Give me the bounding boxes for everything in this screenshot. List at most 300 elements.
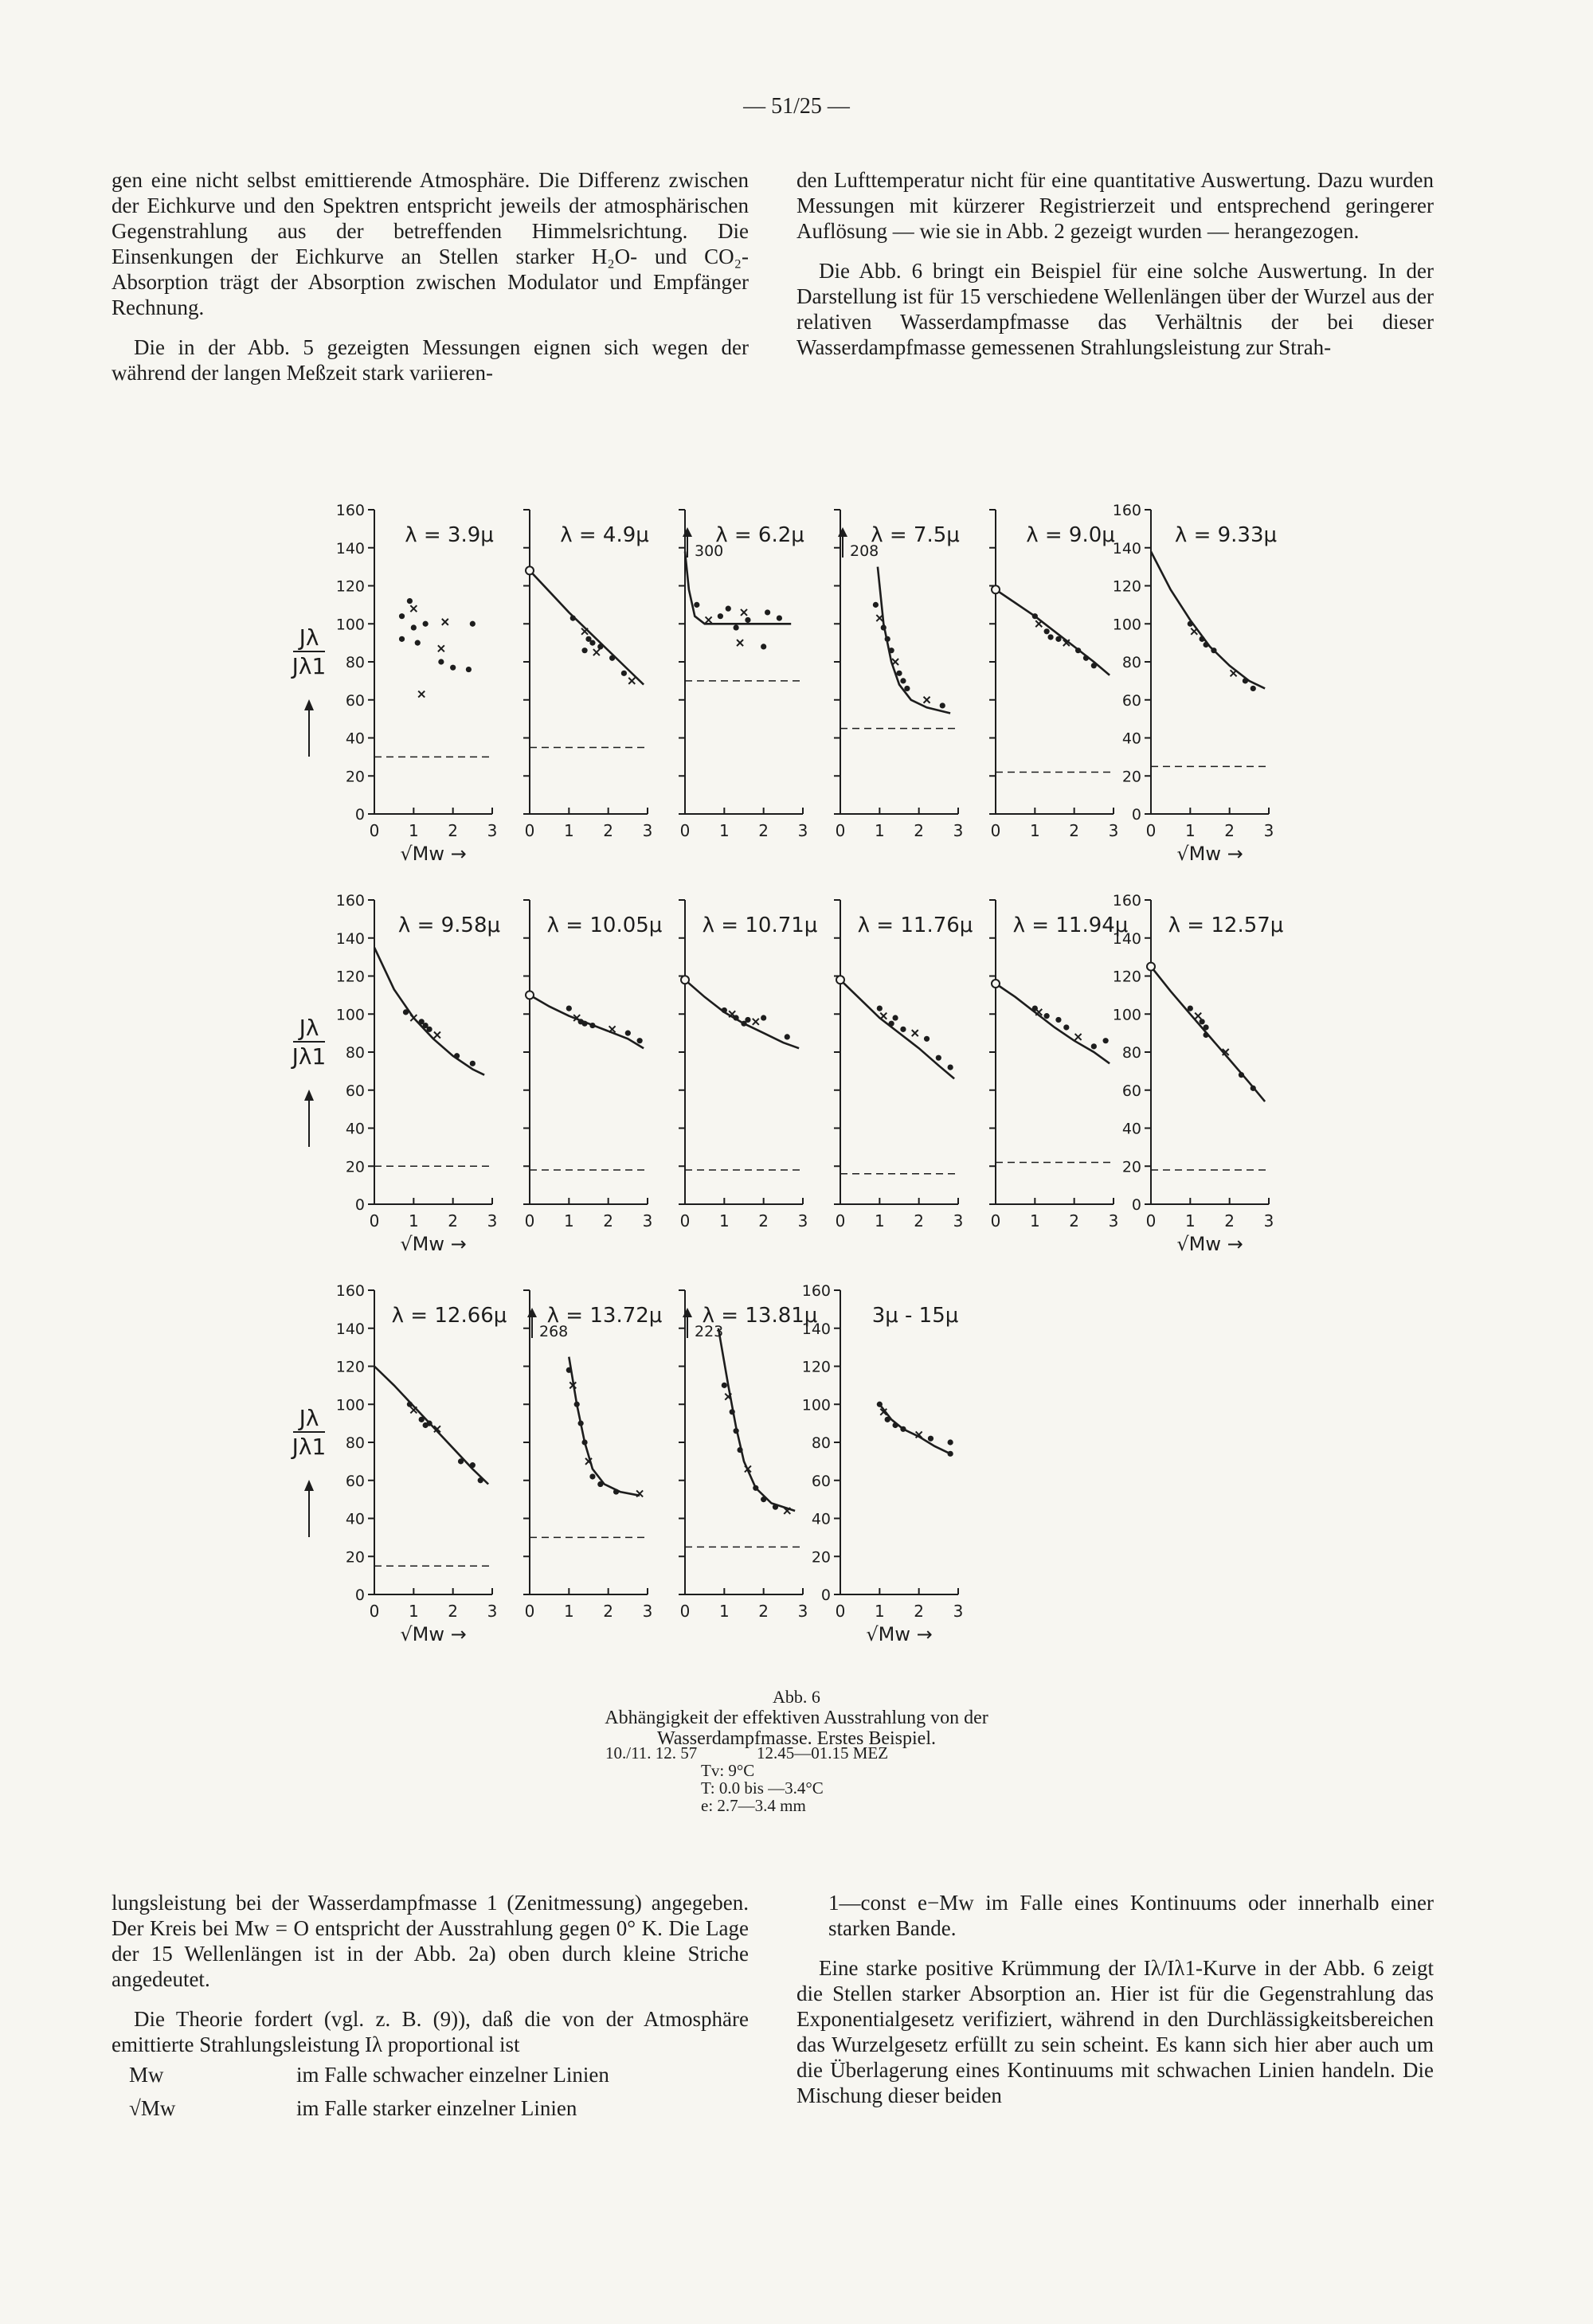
fit-curve bbox=[996, 589, 1110, 675]
y-arrow-head bbox=[304, 699, 314, 710]
fit-curve bbox=[530, 995, 644, 1048]
x-tick-label: 1 bbox=[718, 821, 730, 840]
data-point bbox=[438, 659, 444, 664]
fit-curve bbox=[879, 1404, 950, 1453]
x-tick-label: 2 bbox=[758, 1602, 769, 1621]
data-point bbox=[597, 1481, 603, 1487]
data-point bbox=[450, 665, 456, 671]
x-tick-label: 0 bbox=[369, 1602, 380, 1621]
data-point-cross bbox=[593, 649, 600, 655]
data-point-cross bbox=[1035, 1009, 1042, 1015]
y-tick-label: 160 bbox=[801, 1282, 831, 1300]
y-axis-label: Jλ1 bbox=[292, 1434, 327, 1460]
page-number: — 51/25 — bbox=[743, 94, 850, 119]
x-tick-label: 3 bbox=[953, 1602, 964, 1621]
data-point bbox=[613, 1489, 619, 1494]
data-point-cross bbox=[880, 1013, 887, 1019]
data-point-cross bbox=[753, 1019, 759, 1025]
data-point-cross bbox=[916, 1431, 922, 1438]
x-tick-label: 0 bbox=[1145, 821, 1157, 840]
panel-8 bbox=[523, 900, 662, 1230]
y-tick-label: 0 bbox=[354, 1587, 365, 1604]
y-tick-label: 160 bbox=[1112, 892, 1141, 910]
y-arrow-head bbox=[304, 1480, 314, 1491]
data-point bbox=[407, 598, 413, 604]
x-tick-label: 3 bbox=[797, 821, 808, 840]
data-point bbox=[773, 1504, 778, 1510]
data-point bbox=[426, 1421, 432, 1426]
data-point bbox=[1083, 655, 1089, 661]
data-point bbox=[1203, 1032, 1208, 1038]
data-point bbox=[734, 624, 739, 630]
zero-point-circle bbox=[1147, 963, 1155, 971]
y-axis-label: Jλ bbox=[299, 624, 319, 651]
y-tick-label: 120 bbox=[335, 968, 365, 986]
data-point bbox=[399, 636, 405, 642]
y-tick-label: 160 bbox=[335, 502, 365, 519]
panel-label: λ = 12.66μ bbox=[391, 1304, 507, 1328]
data-point bbox=[423, 1023, 429, 1028]
data-point bbox=[904, 686, 910, 691]
data-point bbox=[1044, 1013, 1050, 1019]
text-column-bottom-left bbox=[112, 1890, 749, 2129]
y-tick-label: 120 bbox=[801, 1358, 831, 1376]
data-point bbox=[1203, 1024, 1208, 1030]
data-point bbox=[892, 1015, 898, 1020]
data-point-cross bbox=[410, 1015, 417, 1021]
y-tick-label: 100 bbox=[801, 1396, 831, 1414]
data-point bbox=[726, 606, 731, 612]
data-point-cross bbox=[434, 1426, 440, 1432]
data-point bbox=[581, 1439, 587, 1445]
x-tick-label: 2 bbox=[914, 1602, 925, 1621]
data-point bbox=[581, 1021, 587, 1027]
x-axis-label: √Mw → bbox=[400, 843, 467, 865]
paragraph: gen eine nicht selbst emittierende Atmosphäre. Die Differenz zwischen der Eichkurve und den Spektren entspricht jeweils der atmosphärischen Gegenstrahlung aus der betreffenden Himmelsrichtung. Die Einsenkungen der Eichkurve an Stellen starker H₂O- und CO₂-Absorption trägt der Absorption zwischen Modulator und Empfänger Rechnung. bbox=[112, 168, 749, 319]
panel-13 bbox=[336, 1282, 507, 1645]
y-tick-label: 100 bbox=[335, 616, 365, 634]
text-column-bottom-right bbox=[796, 1890, 1434, 2123]
data-point bbox=[785, 1034, 790, 1039]
x-tick-label: 2 bbox=[603, 1211, 614, 1230]
panel-14 bbox=[523, 1290, 662, 1621]
data-point bbox=[597, 644, 603, 649]
data-point bbox=[948, 1065, 953, 1070]
zero-point-circle bbox=[526, 991, 534, 999]
data-point bbox=[877, 1005, 883, 1011]
data-point bbox=[777, 615, 782, 620]
panel-label: 3μ - 15μ bbox=[871, 1304, 959, 1328]
y-tick-label: 40 bbox=[1121, 730, 1141, 748]
data-point-cross bbox=[1035, 620, 1042, 627]
y-tick-label: 80 bbox=[1121, 654, 1141, 671]
panel-label: λ = 6.2μ bbox=[715, 523, 804, 547]
data-point bbox=[694, 602, 699, 608]
panel-3 bbox=[679, 510, 808, 840]
caption-text: Wasserdampfmasse. Erstes Beispiel. bbox=[657, 1728, 936, 1749]
data-point bbox=[621, 671, 627, 676]
panel-7 bbox=[336, 892, 500, 1255]
y-tick-label: 100 bbox=[335, 1006, 365, 1024]
data-point bbox=[1200, 636, 1205, 642]
y-tick-label: 0 bbox=[354, 806, 365, 824]
data-point-cross bbox=[434, 1032, 440, 1039]
caption-e: e: 2.7—3.4 mm bbox=[701, 1796, 806, 1815]
x-tick-label: 3 bbox=[1263, 821, 1274, 840]
data-point bbox=[1091, 663, 1097, 668]
definition-value: im Falle starker einzelner Linien bbox=[296, 2096, 577, 2120]
x-tick-label: 3 bbox=[797, 1602, 808, 1621]
data-point bbox=[1188, 621, 1193, 627]
caption-date: 10./11. 12. 57 bbox=[605, 1743, 698, 1763]
x-tick-label: 0 bbox=[369, 821, 380, 840]
data-point-cross bbox=[1231, 670, 1237, 676]
data-point bbox=[1044, 628, 1050, 634]
caption-time: 12.45—01.15 MEZ bbox=[757, 1743, 889, 1763]
y-tick-label: 100 bbox=[1112, 616, 1141, 634]
y-tick-label: 80 bbox=[345, 1434, 365, 1452]
data-point bbox=[419, 1417, 425, 1422]
data-point-cross bbox=[1191, 628, 1197, 635]
data-point bbox=[889, 648, 894, 653]
data-point-cross bbox=[784, 1508, 790, 1514]
y-tick-label: 120 bbox=[335, 577, 365, 596]
x-tick-label: 3 bbox=[642, 1602, 653, 1621]
data-point-cross bbox=[628, 678, 635, 684]
x-tick-label: 2 bbox=[1224, 821, 1235, 840]
y-tick-label: 60 bbox=[345, 1472, 365, 1490]
x-tick-label: 3 bbox=[1263, 1211, 1274, 1230]
data-point bbox=[625, 1031, 631, 1036]
zero-point-circle bbox=[992, 980, 1000, 988]
x-tick-label: 0 bbox=[835, 1602, 846, 1621]
y-tick-label: 80 bbox=[345, 654, 365, 671]
y-tick-label: 40 bbox=[811, 1510, 831, 1528]
data-point bbox=[470, 1462, 476, 1468]
off-scale-value: 208 bbox=[850, 542, 879, 560]
data-point bbox=[948, 1451, 953, 1457]
data-point bbox=[1032, 1005, 1038, 1011]
data-point bbox=[1251, 686, 1256, 691]
zero-point-circle bbox=[836, 976, 844, 984]
panel-label: λ = 11.76μ bbox=[857, 914, 973, 937]
data-point bbox=[403, 1009, 409, 1015]
data-point bbox=[722, 1007, 727, 1013]
y-tick-label: 40 bbox=[345, 730, 365, 748]
data-point-cross bbox=[892, 659, 898, 665]
x-tick-label: 2 bbox=[914, 821, 925, 840]
off-scale-value: 223 bbox=[695, 1323, 724, 1340]
panel-label: λ = 9.0μ bbox=[1026, 523, 1115, 547]
data-point-cross bbox=[924, 697, 930, 703]
data-point bbox=[1103, 1038, 1109, 1043]
y-tick-label: 120 bbox=[1112, 968, 1141, 986]
x-tick-label: 2 bbox=[1069, 821, 1080, 840]
data-point bbox=[765, 609, 770, 615]
data-point-cross bbox=[725, 1394, 731, 1400]
data-point bbox=[585, 636, 591, 642]
panel-11 bbox=[989, 900, 1128, 1230]
figure-caption bbox=[478, 1687, 1115, 1749]
data-point bbox=[1243, 678, 1248, 683]
data-point bbox=[589, 1473, 595, 1479]
data-point-cross bbox=[745, 1465, 751, 1472]
data-point bbox=[478, 1477, 483, 1483]
y-tick-label: 160 bbox=[335, 1282, 365, 1300]
data-point bbox=[566, 1367, 572, 1373]
x-tick-label: 3 bbox=[953, 821, 964, 840]
data-point bbox=[589, 640, 595, 646]
caption-tv: Tv: 9°C bbox=[701, 1761, 755, 1780]
caption-label: Abb. 6 bbox=[773, 1687, 820, 1707]
data-point bbox=[1251, 1086, 1256, 1091]
panel-6 bbox=[1113, 502, 1277, 865]
data-point bbox=[730, 1409, 735, 1414]
data-point bbox=[873, 602, 879, 608]
y-tick-label: 80 bbox=[345, 1044, 365, 1062]
x-tick-label: 2 bbox=[448, 1211, 459, 1230]
panel-15 bbox=[679, 1290, 817, 1621]
data-point bbox=[570, 615, 576, 620]
data-point bbox=[885, 1417, 890, 1422]
panel-label: λ = 7.5μ bbox=[871, 523, 960, 547]
fit-curve bbox=[718, 1328, 795, 1511]
y-tick-label: 60 bbox=[345, 1082, 365, 1100]
panel-label: λ = 10.71μ bbox=[702, 914, 818, 937]
y-tick-label: 40 bbox=[345, 1510, 365, 1528]
y-tick-label: 140 bbox=[801, 1320, 831, 1338]
zero-point-circle bbox=[992, 585, 1000, 593]
x-tick-label: 3 bbox=[1108, 821, 1119, 840]
data-point bbox=[423, 621, 429, 627]
data-point bbox=[426, 1027, 432, 1032]
x-tick-label: 2 bbox=[758, 821, 769, 840]
y-tick-label: 0 bbox=[1131, 1196, 1141, 1214]
fit-curve bbox=[374, 1367, 488, 1485]
y-axis-label: Jλ bbox=[299, 1405, 319, 1431]
x-tick-label: 2 bbox=[758, 1211, 769, 1230]
data-point bbox=[896, 671, 902, 676]
data-point-cross bbox=[741, 609, 747, 616]
x-tick-label: 0 bbox=[990, 1211, 1001, 1230]
y-arrow-head bbox=[304, 1090, 314, 1101]
x-tick-label: 0 bbox=[679, 1602, 691, 1621]
x-tick-label: 0 bbox=[524, 1211, 535, 1230]
data-point bbox=[1091, 1043, 1097, 1049]
x-tick-label: 0 bbox=[990, 821, 1001, 840]
data-point bbox=[1203, 642, 1208, 648]
panel-2 bbox=[523, 510, 652, 840]
panel-16 bbox=[802, 1282, 964, 1645]
y-tick-label: 20 bbox=[345, 1548, 365, 1567]
x-tick-label: 1 bbox=[563, 821, 574, 840]
x-tick-label: 0 bbox=[524, 821, 535, 840]
panel-10 bbox=[834, 900, 973, 1230]
x-tick-label: 2 bbox=[448, 1602, 459, 1621]
y-tick-label: 60 bbox=[345, 691, 365, 710]
data-point bbox=[737, 1447, 742, 1453]
y-tick-label: 60 bbox=[1121, 1082, 1141, 1100]
x-tick-label: 0 bbox=[524, 1602, 535, 1621]
y-tick-label: 0 bbox=[1131, 806, 1141, 824]
paragraph: den Lufttemperatur nicht für eine quantitative Auswertung. Dazu wurden Messungen mit kürzerer Registrierzeit und entsprechend geringerer Auflösung — wie sie in Abb. 2 gezeigt wurden — herangezogen. bbox=[796, 168, 1434, 243]
data-point bbox=[578, 1019, 584, 1024]
off-scale-value: 268 bbox=[539, 1323, 569, 1340]
y-tick-label: 80 bbox=[811, 1434, 831, 1452]
x-tick-label: 0 bbox=[835, 821, 846, 840]
data-point bbox=[458, 1458, 464, 1464]
data-point bbox=[745, 1017, 750, 1023]
x-tick-label: 2 bbox=[1224, 1211, 1235, 1230]
data-point bbox=[928, 1436, 933, 1442]
data-point bbox=[411, 624, 417, 630]
x-tick-label: 1 bbox=[1029, 1211, 1040, 1230]
data-point-cross bbox=[876, 615, 883, 621]
panel-5 bbox=[989, 510, 1118, 840]
text-column-top-right bbox=[796, 167, 1434, 374]
data-point bbox=[761, 1497, 766, 1502]
y-tick-label: 0 bbox=[820, 1587, 831, 1604]
y-tick-label: 20 bbox=[1121, 1158, 1141, 1176]
data-point-cross bbox=[585, 1458, 592, 1465]
panel-1 bbox=[336, 502, 498, 865]
y-tick-label: 120 bbox=[1112, 577, 1141, 596]
data-point bbox=[885, 636, 890, 642]
y-tick-label: 20 bbox=[1121, 768, 1141, 786]
data-point bbox=[761, 1015, 766, 1020]
x-axis-label: √Mw → bbox=[400, 1233, 467, 1255]
data-point-cross bbox=[418, 691, 425, 698]
panel-9 bbox=[679, 900, 817, 1230]
paragraph: lungsleistung bei der Wasserdampfmasse 1 (Zenitmessung) angegeben. Der Kreis bei Mw = O entspricht der Ausstrahlung gegen 0° K. Die Lage der 15 Wellenlängen ist in der Abb. 2a) oben durch kleine Striche angedeutet. bbox=[112, 1891, 749, 1991]
data-point bbox=[892, 1422, 898, 1428]
data-point-cross bbox=[609, 1026, 616, 1032]
y-axis-label: Jλ1 bbox=[292, 1043, 327, 1070]
y-tick-label: 0 bbox=[354, 1196, 365, 1214]
data-point bbox=[1047, 634, 1053, 640]
caption-t: T: 0.0 bis —3.4°C bbox=[701, 1778, 824, 1798]
definition-key: Mw bbox=[129, 2063, 164, 2087]
arrow-head bbox=[683, 1308, 692, 1317]
paragraph: Die Theorie fordert (vgl. z. B. (9)), daß die von der Atmosphäre emittierte Strahlungsleistung Iλ proportional ist bbox=[112, 2007, 749, 2056]
paragraph: Eine starke positive Krümmung der Iλ/Iλ1-Kurve in der Abb. 6 zeigt die Stellen starker Absorption an. Hier ist für die Gegenstrahlung das Exponentialgesetz verifiziert, während in den Durchlässigkeitsbereichen das Wurzelgesetz erfüllt zu sein scheint. Es kann sich hier aber auch um die Überlagerung eines Kontinuums mit schwachen Linien handeln. Die Mischung dieser beiden bbox=[796, 1956, 1434, 2107]
data-point bbox=[399, 613, 405, 619]
x-tick-label: 1 bbox=[1029, 821, 1040, 840]
data-point bbox=[609, 655, 615, 661]
fit-curve bbox=[1151, 552, 1265, 689]
fit-curve bbox=[840, 980, 954, 1078]
data-point bbox=[566, 1005, 572, 1011]
data-point-cross bbox=[880, 1409, 887, 1415]
data-point-cross bbox=[410, 605, 417, 612]
data-point bbox=[578, 1421, 584, 1426]
x-tick-label: 3 bbox=[487, 1211, 498, 1230]
x-axis-label: √Mw → bbox=[866, 1623, 933, 1645]
text-column-top-left bbox=[112, 167, 749, 400]
fit-curve bbox=[685, 980, 799, 1048]
x-tick-label: 1 bbox=[1184, 821, 1196, 840]
y-tick-label: 140 bbox=[335, 539, 365, 558]
definition-row bbox=[112, 2095, 749, 2121]
y-tick-label: 120 bbox=[335, 1358, 365, 1376]
panel-label: λ = 13.72μ bbox=[546, 1304, 663, 1328]
definition-row bbox=[112, 2062, 749, 2087]
arrow-head bbox=[527, 1308, 537, 1317]
panel-label: λ = 11.94μ bbox=[1012, 914, 1129, 937]
x-axis-label: √Mw → bbox=[1176, 843, 1243, 865]
x-tick-label: 1 bbox=[718, 1211, 730, 1230]
x-tick-label: 0 bbox=[679, 1211, 691, 1230]
fit-curve bbox=[569, 1357, 640, 1496]
panel-label: λ = 4.9μ bbox=[560, 523, 649, 547]
data-point bbox=[1055, 636, 1061, 642]
y-tick-label: 160 bbox=[1112, 502, 1141, 519]
data-point bbox=[734, 1015, 739, 1020]
data-point bbox=[407, 1402, 413, 1407]
fit-curve bbox=[530, 570, 644, 684]
panel-12 bbox=[1113, 892, 1284, 1255]
y-tick-label: 160 bbox=[335, 892, 365, 910]
data-point-cross bbox=[1223, 1049, 1229, 1055]
data-point bbox=[423, 1422, 429, 1428]
data-point bbox=[745, 617, 750, 623]
fit-curve bbox=[685, 552, 791, 624]
data-point bbox=[734, 1428, 739, 1434]
data-point-cross bbox=[1075, 1034, 1082, 1040]
fit-curve bbox=[878, 567, 950, 714]
x-tick-label: 3 bbox=[487, 1602, 498, 1621]
paragraph: 1—const e−Mw im Falle eines Kontinuums oder innerhalb einer starken Bande. bbox=[828, 1891, 1434, 1940]
x-tick-label: 1 bbox=[408, 821, 419, 840]
data-point bbox=[419, 1019, 425, 1024]
x-axis-label: √Mw → bbox=[1176, 1233, 1243, 1255]
data-point-cross bbox=[1195, 1013, 1201, 1019]
x-tick-label: 2 bbox=[603, 1602, 614, 1621]
definition-value: im Falle schwacher einzelner Linien bbox=[296, 2063, 609, 2087]
x-tick-label: 0 bbox=[1145, 1211, 1157, 1230]
data-point bbox=[581, 648, 587, 653]
y-tick-label: 140 bbox=[1112, 539, 1141, 558]
x-tick-label: 1 bbox=[408, 1602, 419, 1621]
y-tick-label: 80 bbox=[1121, 1044, 1141, 1062]
panel-label: λ = 10.05μ bbox=[546, 914, 663, 937]
data-point bbox=[1239, 1072, 1244, 1078]
data-point bbox=[741, 1021, 746, 1027]
x-tick-label: 1 bbox=[874, 1211, 885, 1230]
panel-label: λ = 13.81μ bbox=[702, 1304, 818, 1328]
x-tick-label: 3 bbox=[953, 1211, 964, 1230]
zero-point-circle bbox=[526, 566, 534, 574]
data-point bbox=[722, 1383, 727, 1388]
data-point bbox=[454, 1053, 460, 1058]
data-point bbox=[877, 1402, 883, 1407]
x-tick-label: 2 bbox=[914, 1211, 925, 1230]
y-tick-label: 100 bbox=[1112, 1006, 1141, 1024]
data-point-cross bbox=[442, 619, 448, 625]
data-point bbox=[574, 1402, 580, 1407]
panel-label: λ = 9.33μ bbox=[1174, 523, 1278, 547]
x-axis-label: √Mw → bbox=[400, 1623, 467, 1645]
data-point bbox=[900, 1426, 906, 1432]
data-point bbox=[881, 624, 887, 630]
y-tick-label: 40 bbox=[1121, 1120, 1141, 1138]
y-axis-label: Jλ bbox=[299, 1015, 319, 1041]
paragraph: Die in der Abb. 5 gezeigten Messungen eignen sich wegen der während der langen Meßzeit stark variieren- bbox=[112, 335, 749, 385]
data-point bbox=[1200, 1019, 1205, 1024]
data-point bbox=[924, 1036, 930, 1042]
data-point bbox=[900, 1027, 906, 1032]
data-point bbox=[1063, 1024, 1069, 1030]
